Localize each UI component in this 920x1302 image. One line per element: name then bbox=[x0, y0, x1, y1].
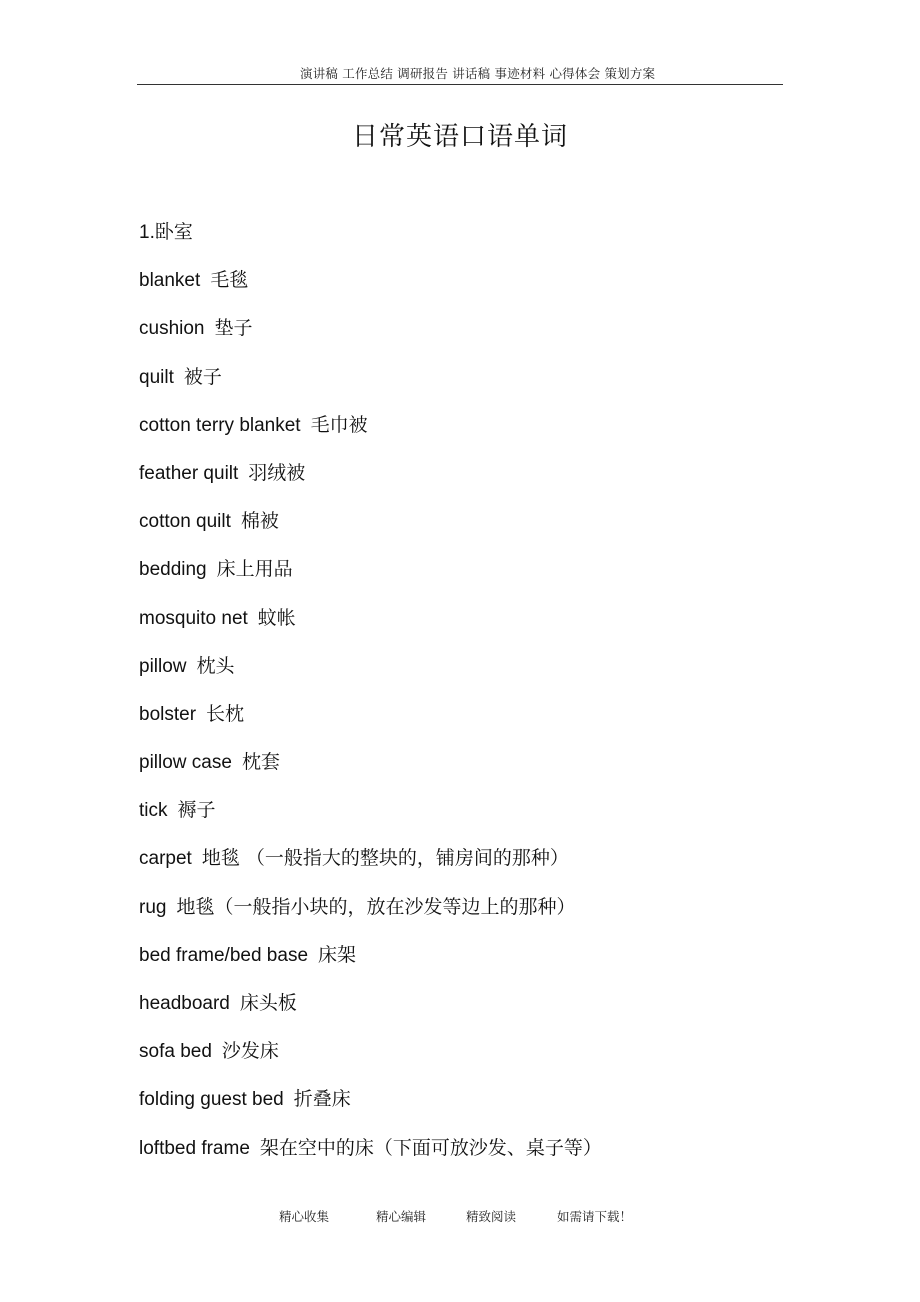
chinese-term: 架在空中的床（下面可放沙发、桌子等） bbox=[259, 1136, 602, 1159]
chinese-term: 毛巾被 bbox=[310, 413, 368, 436]
vocab-entry bbox=[139, 794, 602, 842]
chinese-term: 枕套 bbox=[241, 751, 280, 774]
vocab-entry bbox=[139, 939, 602, 987]
english-term: carpet bbox=[139, 848, 192, 870]
page-footer bbox=[0, 1207, 920, 1227]
footer-item: 如需请下载！ bbox=[557, 1209, 633, 1224]
chinese-term: 沙发床 bbox=[221, 1040, 279, 1063]
english-term: bedding bbox=[139, 559, 207, 581]
footer-item: 精致阅读 bbox=[466, 1209, 517, 1224]
vocab-entry bbox=[139, 746, 602, 794]
vocab-entry bbox=[139, 505, 602, 553]
vocab-entry bbox=[139, 842, 602, 890]
vocab-entry bbox=[139, 457, 602, 505]
section-heading bbox=[139, 216, 602, 264]
english-term: feather quilt bbox=[139, 462, 239, 484]
vocab-entry bbox=[139, 264, 602, 312]
page-header-text: 演讲稿 工作总结 调研报告 讲话稿 事迹材料 心得体会 策划方案 bbox=[300, 66, 656, 81]
english-term: headboard bbox=[139, 993, 230, 1014]
vocab-entry bbox=[139, 361, 602, 409]
chinese-term: 棉被 bbox=[240, 510, 279, 533]
chinese-term: 折叠床 bbox=[293, 1088, 351, 1111]
chinese-term: 褥子 bbox=[177, 799, 216, 822]
vocabulary-list bbox=[139, 216, 602, 1180]
chinese-term: 毛毯 bbox=[210, 269, 249, 292]
chinese-term: 床头板 bbox=[239, 992, 297, 1014]
vocab-entry bbox=[139, 312, 602, 360]
english-term: tick bbox=[139, 800, 168, 822]
english-term: sofa bed bbox=[139, 1041, 212, 1063]
english-term: mosquito net bbox=[139, 607, 248, 629]
footer-item: 精心收集 bbox=[279, 1209, 330, 1224]
english-term: rug bbox=[139, 896, 167, 918]
vocab-entry bbox=[139, 1132, 602, 1180]
english-term: loftbed frame bbox=[139, 1137, 250, 1159]
english-term: bolster bbox=[139, 703, 197, 725]
chinese-term: 蚊帐 bbox=[257, 606, 296, 629]
chinese-term: 被子 bbox=[183, 365, 222, 388]
vocab-entry bbox=[139, 1035, 602, 1083]
section-heading-text: 1.卧室 bbox=[139, 222, 193, 243]
footer-item: 精心编辑 bbox=[376, 1209, 427, 1224]
chinese-term: 枕头 bbox=[196, 654, 235, 677]
chinese-term: 地毯（一般指小块的，放在沙发等边上的那种） bbox=[176, 895, 576, 918]
document-title: 日常英语口语单词 bbox=[351, 122, 568, 152]
vocab-entry bbox=[139, 602, 602, 650]
chinese-term: 地毯 （一般指大的整块的，铺房间的那种） bbox=[201, 847, 569, 870]
english-term: quilt bbox=[139, 366, 174, 388]
vocab-entry bbox=[139, 553, 602, 601]
vocab-entry bbox=[139, 987, 602, 1035]
english-term: cushion bbox=[139, 318, 205, 340]
english-term: blanket bbox=[139, 270, 201, 292]
chinese-term: 垫子 bbox=[214, 317, 253, 340]
chinese-term: 床架 bbox=[318, 943, 357, 966]
chinese-term: 羽绒被 bbox=[248, 461, 306, 484]
vocab-entry bbox=[139, 650, 602, 698]
vocab-entry bbox=[139, 698, 602, 746]
english-term: bed frame/bed base bbox=[139, 944, 309, 966]
vocab-entry bbox=[139, 1083, 602, 1131]
english-term: cotton terry blanket bbox=[139, 414, 301, 436]
header-divider bbox=[137, 84, 783, 85]
english-term: pillow bbox=[139, 655, 187, 677]
vocab-entry bbox=[139, 409, 602, 457]
english-term: cotton quilt bbox=[139, 511, 231, 533]
vocab-entry bbox=[139, 891, 602, 939]
english-term: folding guest bed bbox=[139, 1089, 284, 1111]
english-term: pillow case bbox=[139, 752, 232, 774]
chinese-term: 长枕 bbox=[206, 702, 245, 725]
chinese-term: 床上用品 bbox=[216, 558, 293, 581]
